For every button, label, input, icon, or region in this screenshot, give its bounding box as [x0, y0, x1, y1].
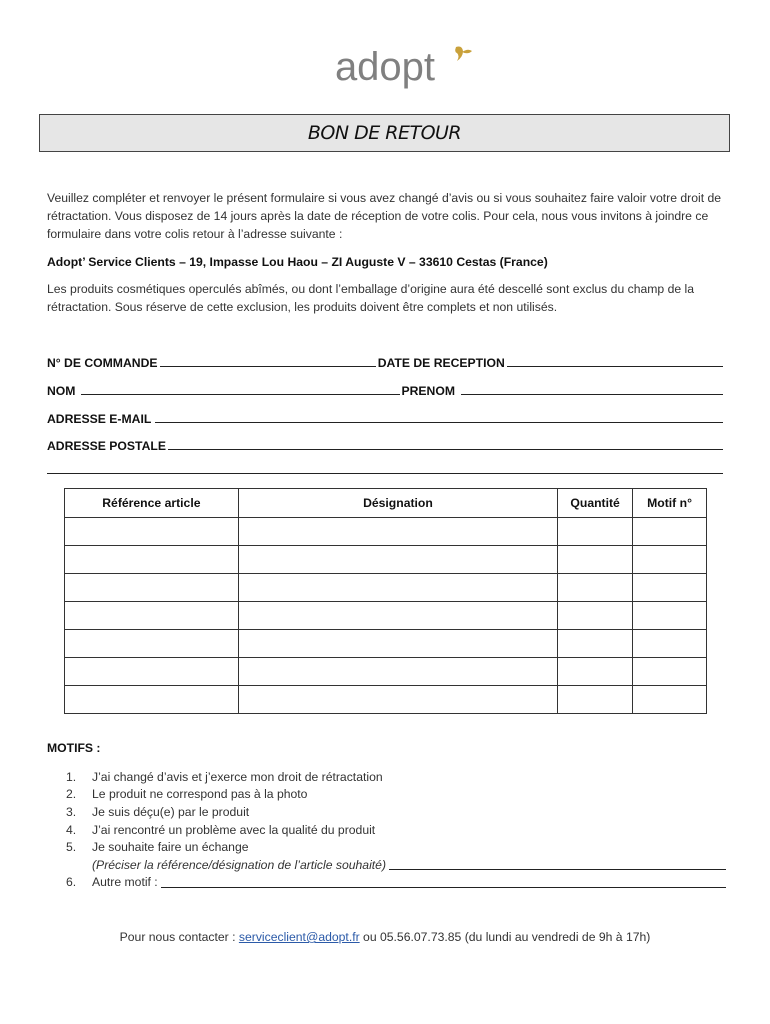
designation-cell[interactable]	[238, 546, 557, 574]
email-label: ADRESSE E-MAIL	[47, 412, 152, 426]
form-title-box	[39, 114, 730, 152]
item-text: Le produit ne correspond pas à la photo	[92, 787, 308, 802]
exclusion-paragraph: Les produits cosmétiques operculés abîmés, ou dont l’emballage d’origine aura été descellé sont exclus du champ de la rétractation. Sous réserve de cette exclusion, les produits doivent être complets et non utilisés.	[47, 282, 694, 314]
reference-cell[interactable]	[65, 630, 239, 658]
quantity-cell[interactable]	[558, 658, 633, 686]
quantity-cell[interactable]	[558, 630, 633, 658]
contact-phone-hours: ou 05.56.07.73.85 (du lundi au vendredi de 9h à 17h)	[363, 930, 651, 944]
table-row	[65, 546, 707, 574]
reference-cell[interactable]	[65, 658, 239, 686]
form-title: BON DE RETOUR	[307, 122, 462, 144]
reason-cell[interactable]	[633, 686, 707, 714]
contact-prefix: Pour nous contacter :	[119, 930, 236, 944]
logo-leaf-icon	[455, 47, 463, 62]
return-items-table	[64, 488, 707, 714]
postal-address-label: ADRESSE POSTALE	[47, 439, 166, 453]
table-row	[65, 574, 707, 602]
contact-email-link[interactable]: serviceclient@adopt.fr	[238, 930, 360, 944]
item-text: Je suis déçu(e) par le produit	[92, 804, 250, 819]
item-number: 3.	[66, 804, 77, 819]
reason-cell[interactable]	[633, 630, 707, 658]
email-row	[47, 408, 723, 426]
list-item	[66, 838, 726, 856]
reason-cell[interactable]	[633, 602, 707, 630]
other-reason-field[interactable]	[161, 887, 726, 888]
name-row	[47, 380, 723, 398]
table-row	[65, 686, 707, 714]
table-header-row	[65, 489, 707, 518]
adopt-logo	[0, 44, 770, 100]
first-name-field[interactable]	[461, 393, 723, 395]
reference-cell[interactable]	[65, 602, 239, 630]
reference-cell[interactable]	[65, 518, 239, 546]
col-reference: Référence article	[65, 489, 239, 518]
item-number: 2.	[66, 787, 77, 802]
reference-cell[interactable]	[65, 574, 239, 602]
list-item	[66, 803, 726, 821]
quantity-cell[interactable]	[558, 602, 633, 630]
reference-cell[interactable]	[65, 546, 239, 574]
reason-cell[interactable]	[633, 574, 707, 602]
reception-date-field[interactable]	[507, 365, 723, 367]
reception-date-label: DATE DE RECEPTION	[377, 356, 505, 370]
postal-address-field[interactable]	[168, 448, 723, 450]
email-field[interactable]	[155, 421, 723, 423]
reason-cell[interactable]	[633, 546, 707, 574]
reference-cell[interactable]	[65, 686, 239, 714]
list-item	[66, 768, 726, 786]
last-name-label: NOM	[47, 384, 76, 398]
designation-cell[interactable]	[238, 602, 557, 630]
item-text: J’ai changé d’avis et j’exerce mon droit de rétractation	[92, 769, 383, 784]
list-item	[66, 874, 726, 892]
designation-cell[interactable]	[238, 574, 557, 602]
exchange-note: (Préciser la référence/désignation de l’article souhaité)	[92, 857, 387, 872]
list-item	[66, 821, 726, 839]
order-number-label: N° DE COMMANDE	[47, 356, 158, 370]
reason-cell[interactable]	[633, 518, 707, 546]
first-name-label: PRENOM	[401, 384, 455, 398]
contact-line	[0, 930, 770, 944]
item-number: 1.	[66, 769, 77, 784]
postal-address-line-2[interactable]	[47, 473, 723, 474]
designation-cell[interactable]	[238, 630, 557, 658]
item-text: Je souhaite faire un échange	[92, 840, 249, 855]
list-item	[66, 786, 726, 804]
return-address: Adopt’ Service Clients – 19, Impasse Lou Haou – ZI Auguste V – 33610 Cestas (France)	[47, 255, 548, 269]
table-row	[65, 518, 707, 546]
reason-cell[interactable]	[633, 658, 707, 686]
quantity-cell[interactable]	[558, 686, 633, 714]
col-reason: Motif n°	[633, 489, 707, 518]
table-row	[65, 602, 707, 630]
item-number: 4.	[66, 822, 77, 837]
quantity-cell[interactable]	[558, 546, 633, 574]
exchange-note-row	[66, 856, 726, 874]
quantity-cell[interactable]	[558, 574, 633, 602]
item-text: J’ai rencontré un problème avec la qualité du produit	[92, 822, 376, 837]
motifs-title: MOTIFS :	[47, 741, 101, 755]
designation-cell[interactable]	[238, 518, 557, 546]
table-row	[65, 658, 707, 686]
order-row	[47, 352, 723, 370]
motifs-list	[66, 768, 726, 891]
col-designation: Désignation	[238, 489, 557, 518]
table-row	[65, 630, 707, 658]
logo-wordmark: adopt	[334, 45, 436, 89]
last-name-field[interactable]	[81, 393, 399, 395]
exchange-article-field[interactable]	[389, 869, 726, 870]
item-number: 6.	[66, 875, 77, 890]
designation-cell[interactable]	[238, 658, 557, 686]
postal-row	[47, 435, 723, 453]
designation-cell[interactable]	[238, 686, 557, 714]
col-quantity: Quantité	[558, 489, 633, 518]
item-number: 5.	[66, 840, 77, 855]
intro-paragraph: Veuillez compléter et renvoyer le présent formulaire si vous avez changé d’avis ou si vous souhaitez faire valoir votre droit de rétractation. Vous disposez de 14 jours après la date de réception de votre colis. Pour cela, nous vous invitons à joindre ce formulaire dans votre colis retour à l’adresse suivante :	[47, 191, 722, 241]
quantity-cell[interactable]	[558, 518, 633, 546]
order-number-field[interactable]	[160, 365, 376, 367]
item-text: Autre motif :	[92, 875, 158, 890]
